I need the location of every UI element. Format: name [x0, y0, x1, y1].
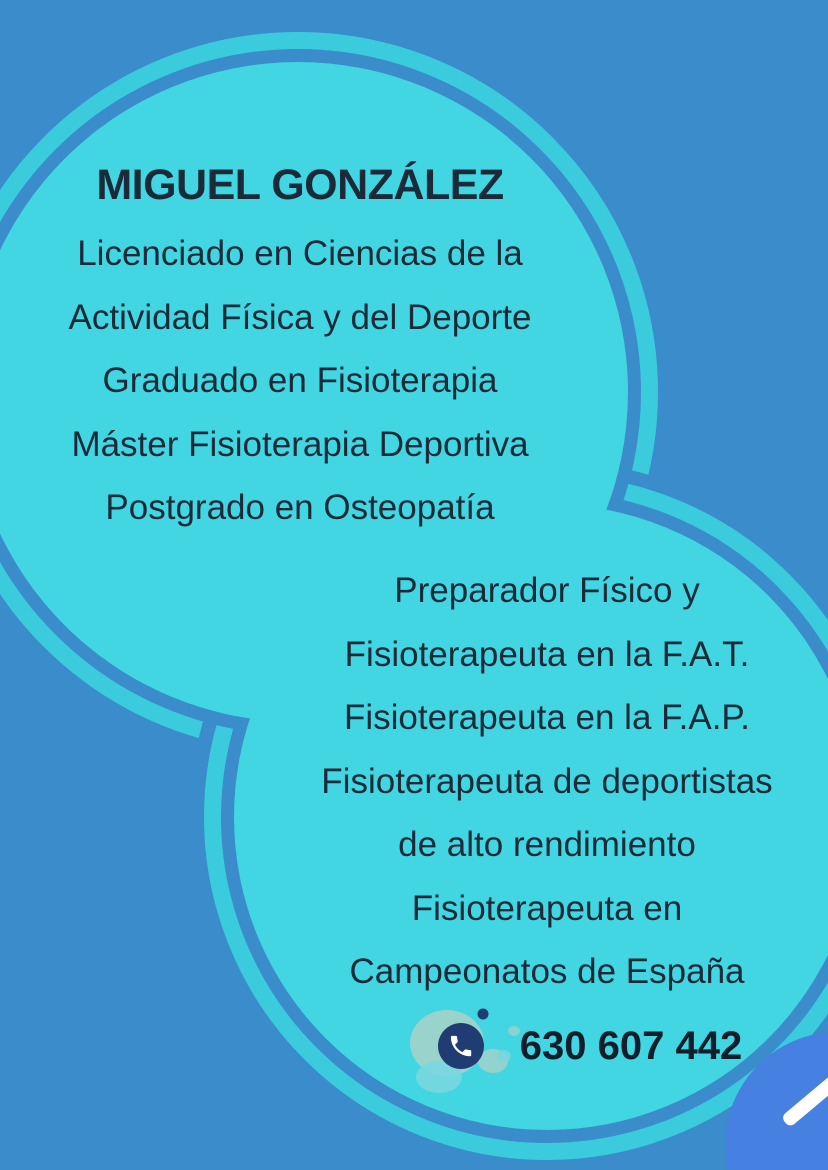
credential-line: Fisioterapeuta en la F.A.T.	[344, 634, 750, 674]
credential-line: Preparador Físico y	[394, 571, 700, 610]
phone-badge-dot	[478, 1009, 489, 1020]
credential-line: Máster Fisioterapia Deportiva	[71, 424, 529, 464]
credential-line: Campeonatos de España	[349, 952, 745, 991]
credential-line: Postgrado en Osteopatía	[105, 488, 495, 527]
person-name: MIGUEL GONZÁLEZ	[96, 161, 504, 209]
credentials-primary	[0, 222, 600, 540]
credential-line: Fisioterapeuta de deportistas	[321, 761, 773, 801]
credential-line: Fisioterapeuta en	[411, 888, 683, 928]
credential-line: Actividad Física y del Deporte	[68, 297, 532, 337]
phone-number: 630 607 442	[519, 1024, 743, 1068]
credentials-secondary	[247, 559, 828, 1004]
phone-badge-circle	[438, 1023, 484, 1069]
credential-line: Graduado en Fisioterapia	[102, 361, 498, 400]
credential-line: de alto rendimiento	[398, 825, 696, 864]
credential-line: Fisioterapeuta en la F.A.P.	[344, 698, 750, 737]
credential-line: Licenciado en Ciencias de la	[77, 234, 523, 273]
